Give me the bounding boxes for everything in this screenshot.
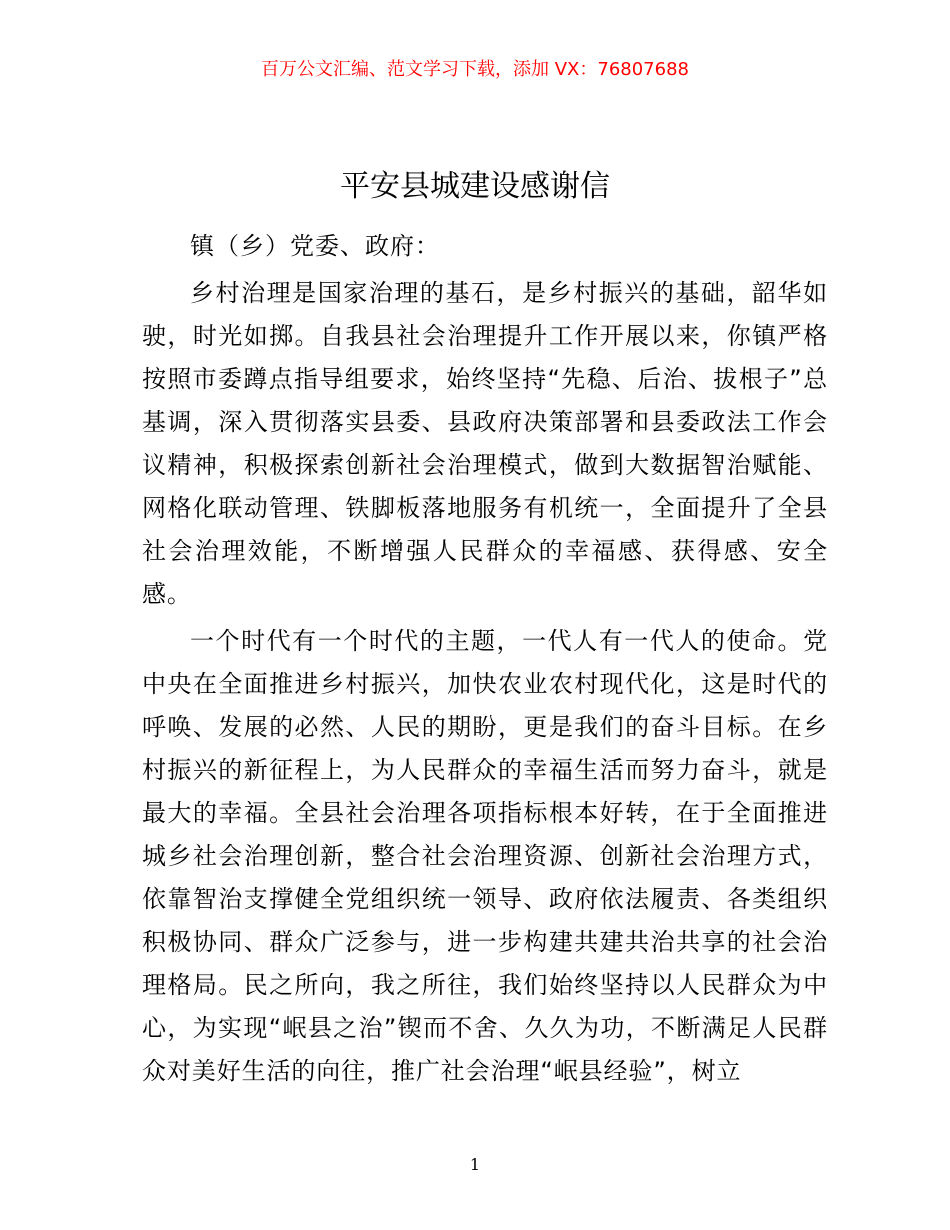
page-number: 1 bbox=[469, 1155, 481, 1174]
document-body bbox=[142, 225, 828, 1097]
watermark-banner: 百万公文汇编、范文学习下载，添加 VX：76807688 bbox=[261, 59, 689, 80]
paragraph-1: 乡村治理是国家治理的基石，是乡村振兴的基础，韶华如驶，时光如掷。自我县社会治理提升工作开展以来，你镇严格按照市委蹲点指导组要求，始终坚持“先稳、后治、拔根子”总基调，深入贯彻落实县委、县政府决策部署和县委政法工作会议精神，积极探索创新社会治理模式，做到大数据智治赋能、网格化联动管理、铁脚板落地服务有机统一，全面提升了全县社会治理效能，不断增强人民群众的幸福感、获得感、安全感。 bbox=[142, 279, 828, 608]
salutation: 镇（乡）党委、政府： bbox=[190, 232, 440, 260]
document-title: 平安县城建设感谢信 bbox=[340, 169, 610, 204]
paragraph-2: 一个时代有一个时代的主题，一代人有一代人的使命。党中央在全面推进乡村振兴，加快农业农村现代化，这是时代的呼唤、发展的必然、人民的期盼，更是我们的奋斗目标。在乡村振兴的新征程上，为人民群众的幸福生活而努力奋斗，就是最大的幸福。全县社会治理各项指标根本好转，在于全面推进城乡社会治理创新，整合社会治理资源、创新社会治理方式，依靠智治支撑健全党组织统一领导、政府依法履责、各类组织积极协同、群众广泛参与，进一步构建共建共治共享的社会治理格局。民之所向，我之所往，我们始终坚持以人民群众为中心，为实现“岷县之治”锲而不舍、久久为功，不断满足人民群众对美好生活的向往，推广社会治理“岷县经验”，树立 bbox=[142, 627, 828, 1085]
